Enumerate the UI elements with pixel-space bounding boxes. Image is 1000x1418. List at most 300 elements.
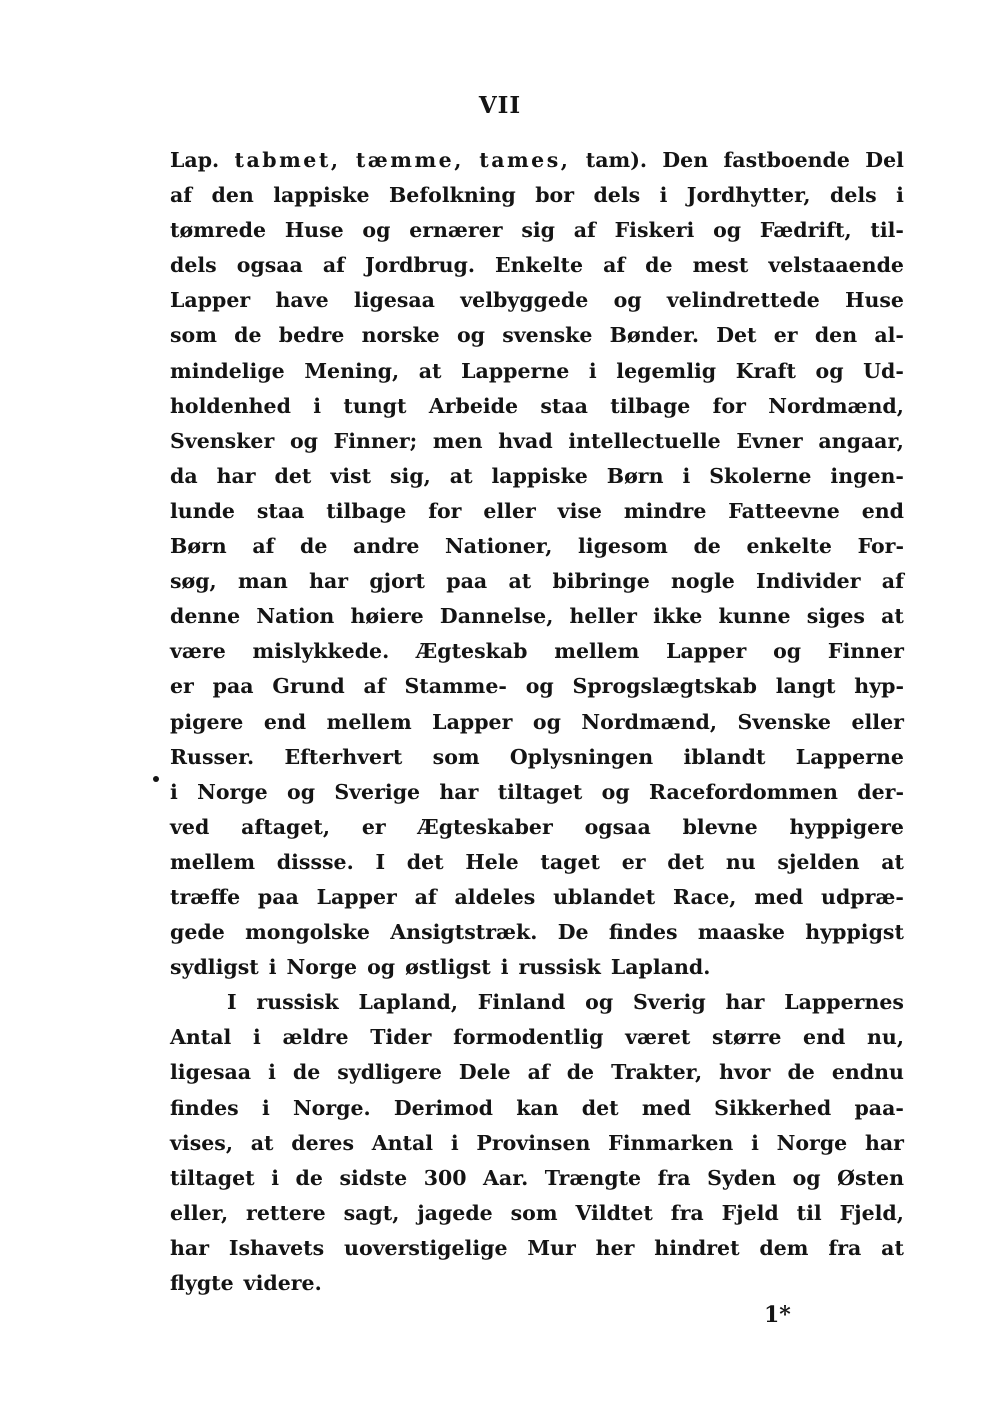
paragraph [170,143,904,985]
word: i [271,1165,279,1190]
word: i [588,358,597,383]
word: Nation [256,604,335,629]
word: man [237,569,288,594]
word: de [787,1060,815,1085]
text-line [170,915,904,950]
word: Østen [837,1165,904,1190]
word: og [601,779,630,804]
word: fra [670,1200,704,1225]
word: flygte [170,1271,234,1295]
margin-ink-dot [153,776,159,782]
word: jagede [417,1200,493,1225]
word: Evner [736,428,803,453]
word: hyppigere [789,814,904,839]
word: og [287,779,316,804]
word: Fædrift, [759,218,852,243]
word: og [289,428,318,453]
word: Individer [756,569,861,594]
word: og [585,990,614,1015]
word: fra [828,1235,862,1260]
word: enkelte [746,534,832,559]
word: har [170,1235,209,1260]
word: taget [540,849,600,874]
word: Trakter, [611,1060,703,1085]
word: Skolerne [709,463,812,488]
word: Sikkerhed [714,1095,832,1120]
word: i [896,183,904,208]
word: med [641,1095,691,1120]
text-line [170,213,904,248]
word: end [861,498,904,523]
word: Ansigtstræk. [390,920,538,945]
signature-mark: 1* [764,1302,791,1328]
word: Antal [371,1130,434,1155]
word: staa [256,498,305,523]
word: som [170,323,217,348]
word: og [773,639,802,664]
word: der- [857,779,904,804]
word: hvor [719,1060,771,1085]
word: bedre [278,323,345,348]
word: tilbage [610,393,691,418]
word: Lapper [170,288,251,313]
word: til [796,1200,822,1225]
word: eller, [170,1200,229,1225]
text-line [170,775,904,810]
word: de [300,534,328,559]
word: sagt, [343,1200,400,1225]
word: og [532,709,561,734]
word: og [613,288,642,313]
word: af [363,674,386,699]
word: end [263,709,307,734]
word: det [581,1095,619,1120]
word: her [595,1235,635,1260]
word: ikke [653,604,703,629]
word: Dele [458,1060,511,1085]
word: For- [857,534,904,559]
word: Lapland. [610,955,711,980]
word: Mening, [304,358,400,383]
word: i [261,1095,270,1120]
word: nogle [671,569,735,594]
word: Ægteskaber [417,814,553,839]
word: det [667,849,705,874]
word: har [309,569,349,594]
word: og [815,358,844,383]
word: i [751,1130,759,1155]
word: tungt [343,393,407,418]
text-line [170,459,904,494]
word: Sverig [632,990,706,1015]
word: denne [170,604,241,629]
word: Børn [606,463,664,488]
word: I [227,990,237,1015]
page-number: VII [478,92,522,119]
word: langt [775,674,836,699]
word: Efterhvert [284,744,403,769]
word: i [170,779,178,804]
word: legemlig [616,358,717,383]
word: sjelden [777,849,860,874]
word: de [566,1060,595,1085]
word: har [216,463,256,488]
word: det [274,463,312,488]
word: Finland [477,990,566,1015]
word: af [322,253,345,278]
word: er [621,849,646,874]
word: gjort [369,569,426,594]
word: sig, [390,463,431,488]
word: Jordhytter, [686,183,811,208]
word: Sverige [334,779,421,804]
word: ligesom [578,534,668,559]
word: af [414,884,437,909]
word: at [508,569,532,594]
word: Tider [370,1025,432,1050]
text-line [170,845,904,880]
word: det [406,849,444,874]
word: tiltaget [497,779,583,804]
word: af [527,1060,550,1085]
text-line [170,1196,904,1231]
word: mellem [554,639,640,664]
word: af [170,183,193,208]
word: Svensker [170,428,275,453]
word: at [418,358,442,383]
word: Russer. [170,744,255,769]
word: Børn [170,534,227,559]
word: Lapperne [461,358,570,383]
text-line [170,1126,904,1161]
word: svenske [502,323,593,348]
word: tilbage [326,498,407,523]
word: den [211,183,254,208]
word: har [725,990,765,1015]
word: da [170,463,198,488]
word: Ud- [863,358,904,383]
word: eller [483,498,536,523]
word: findes [608,920,678,945]
word: i [313,393,322,418]
word: velbyggede [460,288,589,313]
word: lunde [170,498,235,523]
word: ligesaa [170,1060,252,1085]
word: endnu [831,1060,904,1085]
word: nu, [867,1025,904,1050]
body-text [170,143,904,1301]
word: Lapper [432,709,513,734]
word: de [292,1060,321,1085]
word: tames, [479,148,571,172]
word: og [713,218,742,243]
text-line [170,389,904,424]
word: de [295,1165,323,1190]
word: Norge [197,779,268,804]
word: russisk [256,990,339,1015]
word: af [252,534,275,559]
word: dem [759,1235,809,1260]
word: og [367,955,396,980]
word: tæmme, [355,148,464,172]
word: i [500,955,509,980]
word: Kraft [735,358,796,383]
word: Fiskeri [614,218,695,243]
text-line [170,880,904,915]
word: tiltaget [170,1165,255,1190]
text-line [170,318,904,353]
word: til- [870,218,904,243]
word: og [525,674,554,699]
word: i [268,1060,276,1085]
word: fastboende [723,148,850,172]
word: søg, [170,569,217,594]
word: mongolske [245,920,370,945]
word: mest [692,253,749,278]
word: Finner [827,639,904,664]
word: er [361,814,386,839]
word: Norge. [292,1095,371,1120]
text-line [170,283,904,318]
word: at [250,1130,274,1155]
text-line [170,1091,904,1126]
word: hindret [654,1235,740,1260]
word: paa [257,884,299,909]
word: Grund [272,674,345,699]
word: været [625,1025,691,1050]
word: aldeles [454,884,536,909]
text-line [170,494,904,529]
word: videre. [243,1271,322,1295]
word: end [803,1025,846,1050]
word: sydligere [337,1060,442,1085]
text-line [170,564,904,599]
word: mellem [170,849,256,874]
word: i [268,955,277,980]
text-line [170,705,904,740]
word: nu [725,849,756,874]
word: paa- [854,1095,904,1120]
word: vise [557,498,602,523]
word: større [712,1025,782,1050]
text-line [170,810,904,845]
word: at [881,849,904,874]
text-line [170,1231,904,1266]
word: ingen- [830,463,904,488]
word: bibringe [552,569,650,594]
word: træffe [170,884,241,909]
word: ved [170,814,210,839]
word: ernærer [409,218,503,243]
word: eller [851,709,904,734]
word: gede [170,920,225,945]
word: kunne [718,604,791,629]
word: bor [535,183,575,208]
word: Stamme- [404,674,507,699]
text-line [170,1020,904,1055]
word: er [773,323,798,348]
word: iblandt [683,744,766,769]
word: Ishavets [228,1235,325,1260]
word: Sprogslægtskab [572,674,757,699]
word: i [659,183,668,208]
word: Nationer, [445,534,553,559]
word: som [510,1200,558,1225]
word: mindelige [170,358,285,383]
word: heller [569,604,637,629]
word: deres [291,1130,354,1155]
word: formodentlig [453,1025,604,1050]
word: Nordmænd, [768,393,904,418]
word: uoverstigelige [344,1235,508,1260]
word: at [881,604,904,629]
word: har [439,779,479,804]
word: siges [806,604,865,629]
word: sig [521,218,555,243]
word: hvad [498,428,553,453]
word: af [573,218,596,243]
word: østligst [405,955,491,980]
word: Provinsen [476,1130,591,1155]
word: dels [170,253,217,278]
word: angaar, [818,428,904,453]
word: af [603,253,626,278]
word: af [881,569,904,594]
word: Fatteevne [728,498,840,523]
word: Oplysningen [509,744,654,769]
word: ublandet [553,884,656,909]
word: Lap. [170,148,220,172]
text-line [170,669,904,704]
text-line [170,634,904,669]
word: Del [865,148,904,172]
word: norske [361,323,440,348]
word: Norge [776,1130,848,1155]
word: maaske [697,920,785,945]
word: 300 [423,1165,467,1190]
text-line [170,985,904,1020]
word: paa [212,674,254,699]
word: pigere [170,709,244,734]
word: som [432,744,480,769]
word: Fjeld [721,1200,779,1225]
text-line [170,599,904,634]
word: de [234,323,262,348]
word: Befolkning [388,183,516,208]
word: for [428,498,462,523]
word: sydligst [170,955,259,980]
word: Dannelse, [439,604,554,629]
word: de [645,253,673,278]
word: ligesaa [353,288,435,313]
word: de [693,534,721,559]
word: Finmarken [608,1130,734,1155]
word: Lappernes [784,990,904,1015]
text-line [170,143,904,178]
word: russisk [518,955,601,980]
word: staa [540,393,588,418]
word: at [881,1235,904,1260]
word: høiere [350,604,424,629]
word: mellem [326,709,412,734]
word: Lapland, [358,990,458,1015]
word: Svenske [737,709,831,734]
word: i [682,463,691,488]
word: De [557,920,589,945]
word: Det [716,323,757,348]
text-line [170,950,904,985]
word: i [253,1025,261,1050]
word: og [362,218,391,243]
word: Antal [170,1025,232,1050]
word: Lapper [666,639,747,664]
word: ogsaa [584,814,651,839]
word: dissse. [276,849,354,874]
word: Enkelte [494,253,584,278]
word: Norge [286,955,358,980]
word: Arbeide [428,393,519,418]
word: lappiske [273,183,370,208]
word: Huse [284,218,344,243]
text-line [170,1055,904,1090]
word: Syden [707,1165,777,1190]
word: findes [170,1095,239,1120]
text-line [170,740,904,775]
word: Fjeld, [839,1200,904,1225]
word: tam). [585,148,648,172]
word: den [814,323,858,348]
word: hyp- [854,674,904,699]
word: Nordmænd, [581,709,718,734]
word: i [450,1130,459,1155]
word: Huse [845,288,904,313]
word: Bønder. [609,323,699,348]
word: kan [516,1095,559,1120]
word: Derimod [393,1095,493,1120]
word: Hele [465,849,519,874]
text-line [170,178,904,213]
word: have [275,288,329,313]
word: fra [657,1165,691,1190]
text-line [170,248,904,283]
word: Jordbrug. [364,253,475,278]
text-line [170,529,904,564]
word: rettere [246,1200,326,1225]
word: Den [662,148,709,172]
word: Racefordommen [649,779,838,804]
word: for [712,393,746,418]
word: sidste [339,1165,408,1190]
text-line [170,1161,904,1196]
word: være [170,639,226,664]
word: mindre [623,498,707,523]
word: ældre [282,1025,349,1050]
word: blevne [682,814,758,839]
word: velindrettede [666,288,820,313]
word: Trængte [544,1165,642,1190]
text-line [170,354,904,389]
word: dels [593,183,641,208]
word: lappiske [491,463,588,488]
word: vises, [170,1130,233,1155]
text-line [170,1266,904,1301]
word: Vildtet [575,1200,653,1225]
word: velstaaende [768,253,904,278]
text-line [170,424,904,459]
word: er [170,674,194,699]
word: Mur [527,1235,576,1260]
word: vist [330,463,372,488]
